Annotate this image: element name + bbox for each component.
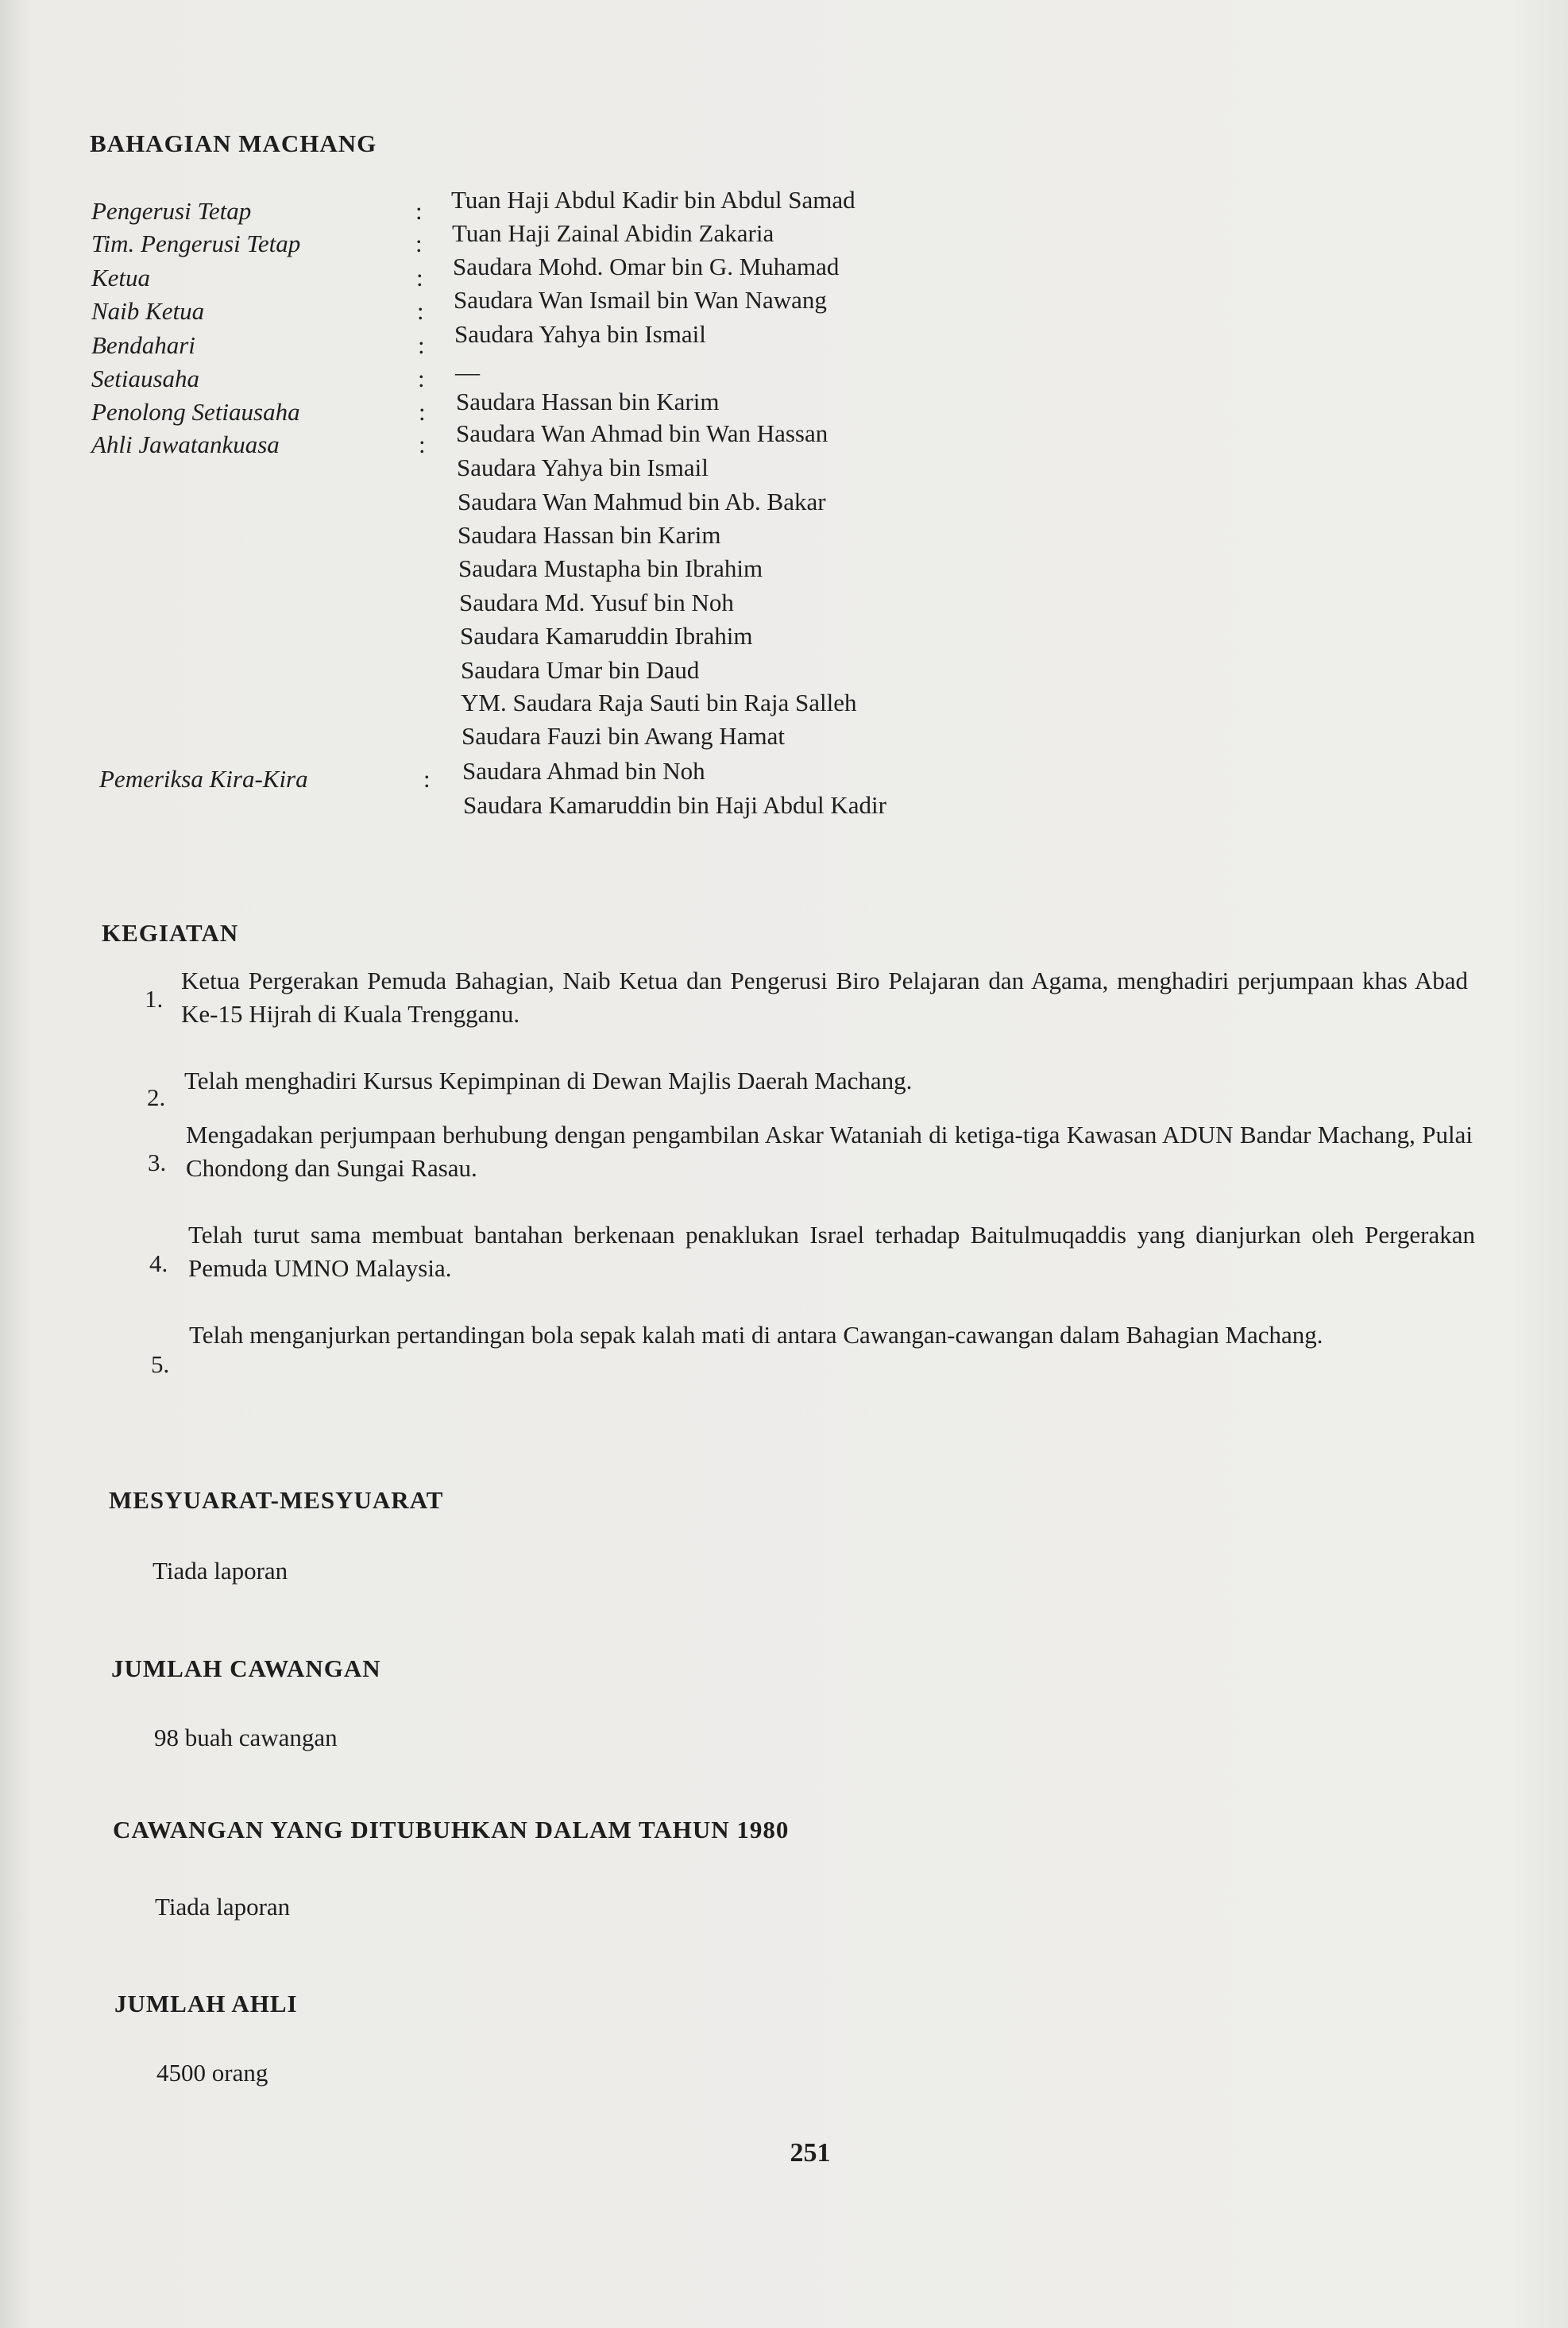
name-timbalan-pengerusi: Tuan Haji Zainal Abidin Zakaria bbox=[452, 219, 774, 247]
name-pengerusi-tetap: Tuan Haji Abdul Kadir bin Abdul Samad bbox=[451, 186, 855, 214]
name-bendahari: Saudara Yahya bin Ismail bbox=[454, 320, 706, 348]
jumlah-ahli-text: 4500 orang bbox=[156, 2059, 268, 2087]
role-ketua: Ketua bbox=[91, 264, 151, 291]
activity-text: Telah menghadiri Kursus Kepimpinan di Dewan Majlis Daerah Machang. bbox=[184, 1067, 913, 1095]
role-penolong-setiausaha: Penolong Setiausaha bbox=[91, 398, 300, 426]
activity-number: 3. bbox=[148, 1149, 167, 1176]
name-ahli-jawatankuasa: YM. Saudara Raja Sauti bin Raja Salleh bbox=[461, 689, 857, 716]
activity-text: Telah menganjurkan pertandingan bola sepak kalah mati di antara Cawangan-cawangan dalam Bahagian Machang. bbox=[189, 1321, 1323, 1349]
name-ketua: Saudara Mohd. Omar bin G. Muhamad bbox=[453, 253, 840, 280]
name-ahli-jawatankuasa: Saudara Fauzi bin Awang Hamat bbox=[462, 722, 785, 750]
separator-colon: : bbox=[419, 430, 426, 458]
separator-colon: : bbox=[418, 331, 425, 359]
jumlah-cawangan-title: JUMLAH CAWANGAN bbox=[111, 1654, 381, 1682]
name-setiausaha: — bbox=[455, 358, 480, 386]
name-ahli-jawatankuasa: Saudara Hassan bin Karim bbox=[458, 521, 721, 549]
name-ahli-jawatankuasa: Saudara Md. Yusuf bin Noh bbox=[459, 589, 734, 616]
activity-number: 4. bbox=[149, 1249, 168, 1277]
name-pemeriksa-kira-kira: Saudara Kamaruddin bin Haji Abdul Kadir bbox=[463, 791, 886, 819]
activity-number: 2. bbox=[147, 1083, 166, 1111]
separator-colon: : bbox=[415, 230, 423, 257]
name-ahli-jawatankuasa: Saudara Kamaruddin Ibrahim bbox=[460, 622, 753, 650]
name-ahli-jawatankuasa: Saudara Umar bin Daud bbox=[461, 656, 700, 684]
role-setiausaha: Setiausaha bbox=[91, 365, 200, 392]
kegiatan-title: KEGIATAN bbox=[102, 919, 239, 947]
role-naib-ketua: Naib Ketua bbox=[91, 297, 205, 325]
page-number: 251 bbox=[790, 2138, 831, 2168]
name-ahli-jawatankuasa: Saudara Yahya bin Ismail bbox=[457, 454, 709, 481]
role-pengerusi-tetap: Pengerusi Tetap bbox=[91, 197, 252, 225]
role-bendahari: Bendahari bbox=[91, 331, 195, 359]
separator-colon: : bbox=[415, 197, 423, 225]
activity-number: 5. bbox=[151, 1350, 170, 1378]
jumlah-ahli-title: JUMLAH AHLI bbox=[114, 1990, 298, 2017]
separator-colon: : bbox=[416, 264, 423, 291]
separator-colon: : bbox=[417, 297, 424, 325]
jumlah-cawangan-text: 98 buah cawangan bbox=[154, 1724, 338, 1751]
separator-colon: : bbox=[418, 365, 425, 392]
name-ahli-jawatankuasa: Saudara Mustapha bin Ibrahim bbox=[458, 554, 763, 582]
mesyuarat-title: MESYUARAT-MESYUARAT bbox=[109, 1486, 444, 1514]
separator-colon: : bbox=[419, 398, 426, 426]
role-pemeriksa-kira-kira: Pemeriksa Kira-Kira bbox=[99, 765, 308, 793]
activity-text: Ketua Pergerakan Pemuda Bahagian, Naib Ketua dan Pengerusi Biro Pelajaran dan Agama, menghadiri perjumpaan khas Abad Ke-15 Hijrah di Kuala Trengganu. bbox=[181, 967, 1468, 1028]
section-title: BAHAGIAN MACHANG bbox=[90, 129, 377, 157]
cawangan-baru-title: CAWANGAN YANG DITUBUHKAN DALAM TAHUN 1980 bbox=[113, 1816, 790, 1843]
name-naib-ketua: Saudara Wan Ismail bin Wan Nawang bbox=[454, 286, 827, 314]
mesyuarat-text: Tiada laporan bbox=[153, 1557, 288, 1585]
separator-colon: : bbox=[423, 765, 431, 793]
cawangan-baru-text: Tiada laporan bbox=[155, 1893, 291, 1921]
name-pemeriksa-kira-kira: Saudara Ahmad bin Noh bbox=[462, 757, 705, 785]
name-ahli-jawatankuasa: Saudara Wan Mahmud bin Ab. Bakar bbox=[458, 488, 826, 515]
name-ahli-jawatankuasa: Saudara Wan Ahmad bin Wan Hassan bbox=[456, 419, 828, 447]
name-penolong-setiausaha: Saudara Hassan bin Karim bbox=[456, 388, 720, 415]
role-ahli-jawatankuasa: Ahli Jawatankuasa bbox=[91, 430, 280, 458]
role-timbalan-pengerusi: Tim. Pengerusi Tetap bbox=[91, 230, 301, 257]
activity-text: Mengadakan perjumpaan berhubung dengan pengambilan Askar Wataniah di ketiga-tiga Kawasan ADUN Bandar Machang, Pulai Chondong dan Sungai Rasau. bbox=[186, 1121, 1473, 1182]
activity-text: Telah turut sama membuat bantahan berkenaan penaklukan Israel terhadap Baitulmuqaddis yang dianjurkan oleh Pergerakan Pemuda UMNO Malaysia. bbox=[188, 1221, 1475, 1282]
activity-number: 1. bbox=[145, 985, 164, 1013]
